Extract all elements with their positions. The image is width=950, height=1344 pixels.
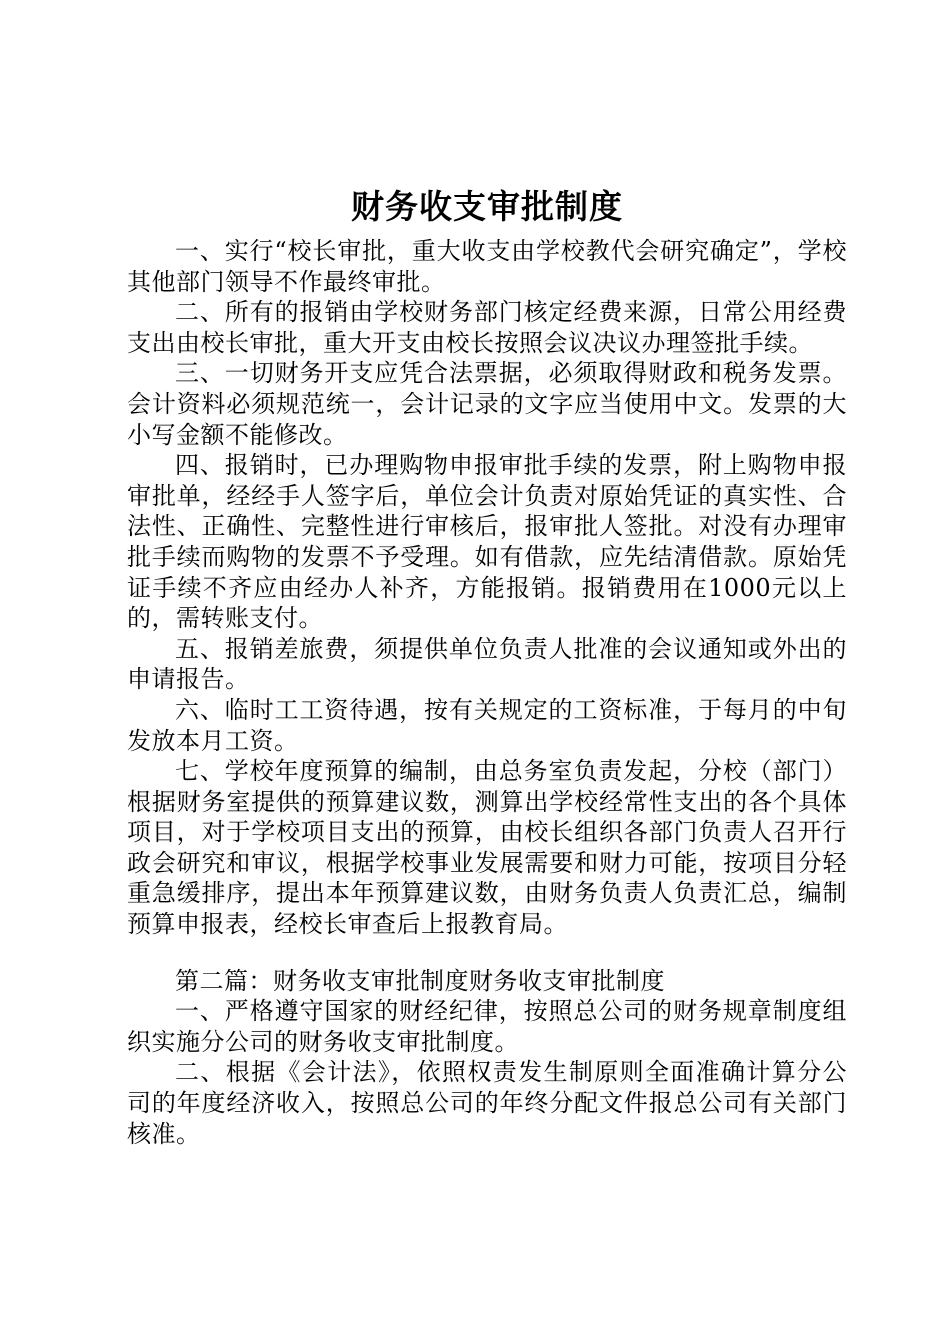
paragraph-2: 二、所有的报销由学校财务部门核定经费来源，日常公用经费支出由校长审批，重大开支由校长按照会议决议办理签批手续。: [127, 298, 847, 357]
document-page: [127, 178, 847, 1149]
second-section-paragraph-1: 一、严格遵守国家的财经纪律，按照总公司的财务规章制度组织实施分公司的财务收支审批制度。: [127, 997, 847, 1056]
second-section-heading: 第二篇：财务收支审批制度财务收支审批制度: [175, 966, 665, 995]
paragraph-1: 一、实行“校长审批，重大收支由学校教代会研究确定”，学校其他部门领导不作最终审批。: [127, 237, 847, 296]
paragraph-6: 六、临时工工资待遇，按有关规定的工资标准，于每月的中旬发放本月工资。: [127, 695, 847, 755]
paragraph-7: 七、学校年度预算的编制，由总务室负责发起，分校（部门）根据财务室提供的预算建议数，测算出学校经常性支出的各个具体项目，对于学校项目支出的预算，由校长组织各部门负责人召开行政会研究和审议，根据学校事业发展需要和财力可能，按项目分轻重急缓排序，提出本年预算建议数，由财务负责人负责汇总，编制预算申报表，经校长审查后上报教育局。: [127, 757, 847, 939]
second-section-paragraph-2: 二、根据《会计法》，依照权责发生制原则全面准确计算分公司的年度经济收入，按照总公司的年终分配文件报总公司有关部门核准。: [127, 1058, 847, 1148]
section-divider-space: [127, 940, 847, 966]
document-title: 财务收支审批制度: [351, 187, 623, 226]
paragraph-5: 五、报销差旅费，须提供单位负责人批准的会议通知或外出的申请报告。: [127, 634, 847, 694]
paragraph-3: 三、一切财务开支应凭合法票据，必须取得财政和税务发票。会计资料必须规范统一，会计记录的文字应当使用中文。发票的大小写金额不能修改。: [127, 359, 847, 449]
paragraph-4: 四、报销时，已办理购物申报审批手续的发票，附上购物申报审批单，经经手人签字后，单位会计负责对原始凭证的真实性、合法性、正确性、完整性进行审核后，报审批人签批。对没有办理审批手续而购物的发票不予受理。如有借款，应先结清借款。原始凭证手续不齐应由经办人补齐，方能报销。报销费用在1000元以上的，需转账支付。: [127, 451, 847, 633]
